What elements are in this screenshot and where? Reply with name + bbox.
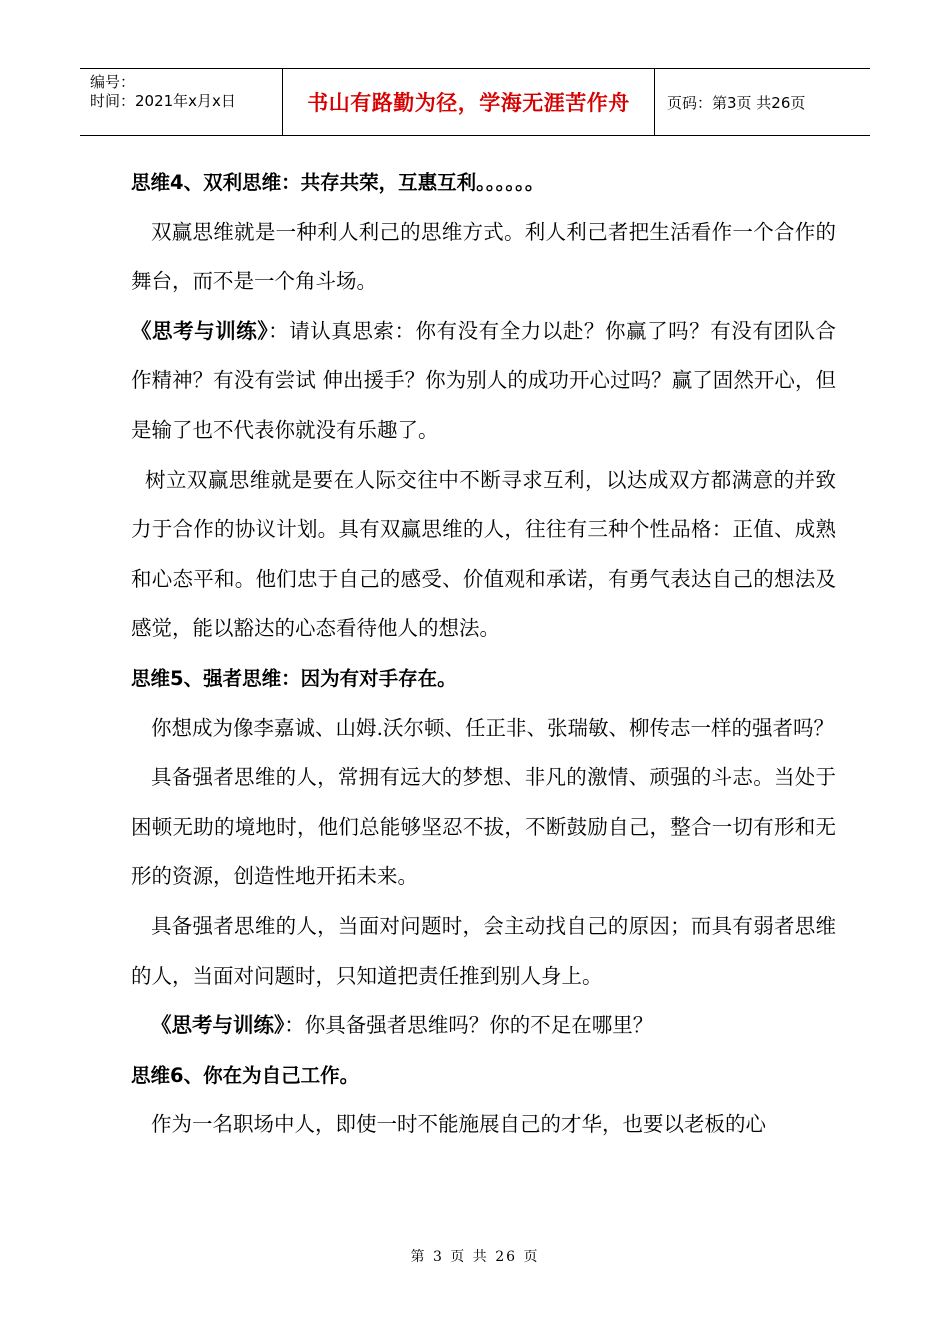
- paragraph-exercise-1: [131, 307, 836, 456]
- page-header: [80, 68, 870, 136]
- page-footer: 第 3 页 共 26 页: [410, 1249, 540, 1265]
- exercise-text: ：你具备强者思维吗？你的不足在哪里？: [284, 1013, 654, 1038]
- exercise-text: ：请认真思索：你有没有全力以赴？你赢了吗？有没有团队合作精神？有没有尝试 伸出援手？你为别人的成功开心过吗？赢了固然开心，但是输了也不代表你就没有乐趣了。: [131, 318, 837, 442]
- header-meta: [80, 69, 283, 135]
- paragraph-win-win: 双赢思维就是一种利人利己的思维方式。利人利己者把生活看作一个合作的舞台，而不是一个角斗场。: [131, 219, 836, 294]
- paragraph-strong-vs-weak: 具备强者思维的人，当面对问题时，会主动找自己的原因；而具有弱者思维的人，当面对问题时，只知道把责任推到别人身上。: [131, 913, 836, 988]
- paragraph-strong-question: 你想成为像李嘉诚、山姆.沃尔顿、任正非、张瑞敏、柳传志一样的强者吗？: [151, 715, 835, 740]
- header-page-info: 页码：第3页 共26页: [667, 93, 806, 112]
- paragraph-exercise-2: [131, 1001, 836, 1051]
- document-body: [131, 158, 836, 1150]
- header-motto-cell: [283, 69, 655, 135]
- paragraph-work-for-self: 作为一名职场中人，即使一时不能施展自己的才华，也要以老板的心: [151, 1112, 766, 1137]
- paragraph-strong-traits: 具备强者思维的人，常拥有远大的梦想、非凡的激情、顽强的斗志。当处于困顿无助的境地时，他们总能够坚忍不拔，不断鼓励自己，整合一切有形和无形的资源，创造性地开拓未来。: [131, 765, 836, 889]
- document-date: 时间：2021年x月x日: [90, 92, 236, 110]
- section-heading-5: 思维5、强者思维：因为有对手存在。: [131, 666, 457, 690]
- exercise-label: 《思考与训练》: [151, 1013, 285, 1038]
- paragraph-build-win-win: 树立双赢思维就是要在人际交往中不断寻求互利，以达成双方都满意的并致力于合作的协议计划。具有双赢思维的人，往往有三种个性品格：正值、成熟和心态平和。他们忠于自己的感受、价值观和承诺，有勇气表达自己的想法及感觉，能以豁达的心态看待他人的想法。: [131, 467, 836, 641]
- header-motto: 书山有路勤为径，学海无涯苦作舟: [307, 91, 630, 115]
- exercise-label: 《思考与训练》: [131, 318, 269, 343]
- section-heading-4: 思维4、双利思维：共存共荣，互惠互利。。。。。。: [131, 171, 545, 194]
- section-heading-6: 思维6、你在为自己工作。: [131, 1063, 360, 1087]
- document-number-label: 编号：: [90, 73, 136, 91]
